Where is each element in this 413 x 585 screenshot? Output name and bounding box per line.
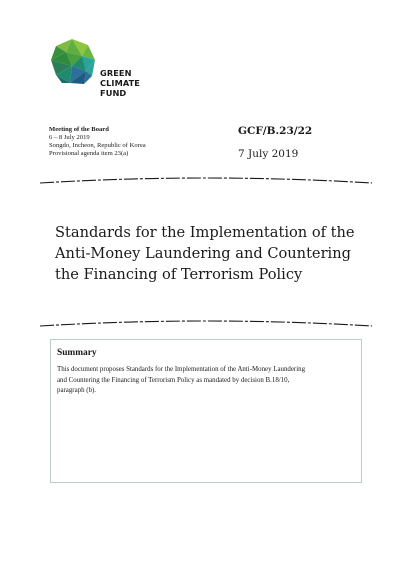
globe-logo-icon <box>48 38 96 88</box>
summary-line: and Countering the Financing of Terrorism Policy as mandated by decision B.18/10, <box>57 376 290 384</box>
logo-text-fund: FUND <box>100 88 127 98</box>
summary-line: This document proposes Standards for the Implementation of the Anti-Money Laundering <box>57 366 306 373</box>
gcf-logo <box>48 38 160 100</box>
title-line: the Financing of Terrorism Policy <box>55 266 303 283</box>
summary-box <box>50 339 362 483</box>
summary-text <box>57 365 355 397</box>
document-number: GCF/B.23/22 <box>238 125 313 137</box>
logo-text-climate: CLIMATE <box>100 78 140 88</box>
meeting-agenda-item: Provisional agenda item 23(a) <box>49 150 129 157</box>
document-date: 7 July 2019 <box>238 148 299 160</box>
summary-heading: Summary <box>57 348 97 358</box>
title-line: Anti-Money Laundering and Countering <box>55 245 351 262</box>
top-divider <box>40 176 372 188</box>
summary-line: paragraph (b). <box>57 387 97 394</box>
title-line: Standards for the Implementation of the <box>55 224 355 241</box>
logo-text-green: GREEN <box>100 68 132 78</box>
meeting-dates: 6 – 8 July 2019 <box>49 134 90 141</box>
bottom-divider <box>40 318 372 330</box>
meeting-location: Songdo, Incheon, Republic of Korea <box>49 142 146 149</box>
document-title <box>55 222 375 285</box>
meeting-label: Meeting of the Board <box>49 126 109 133</box>
